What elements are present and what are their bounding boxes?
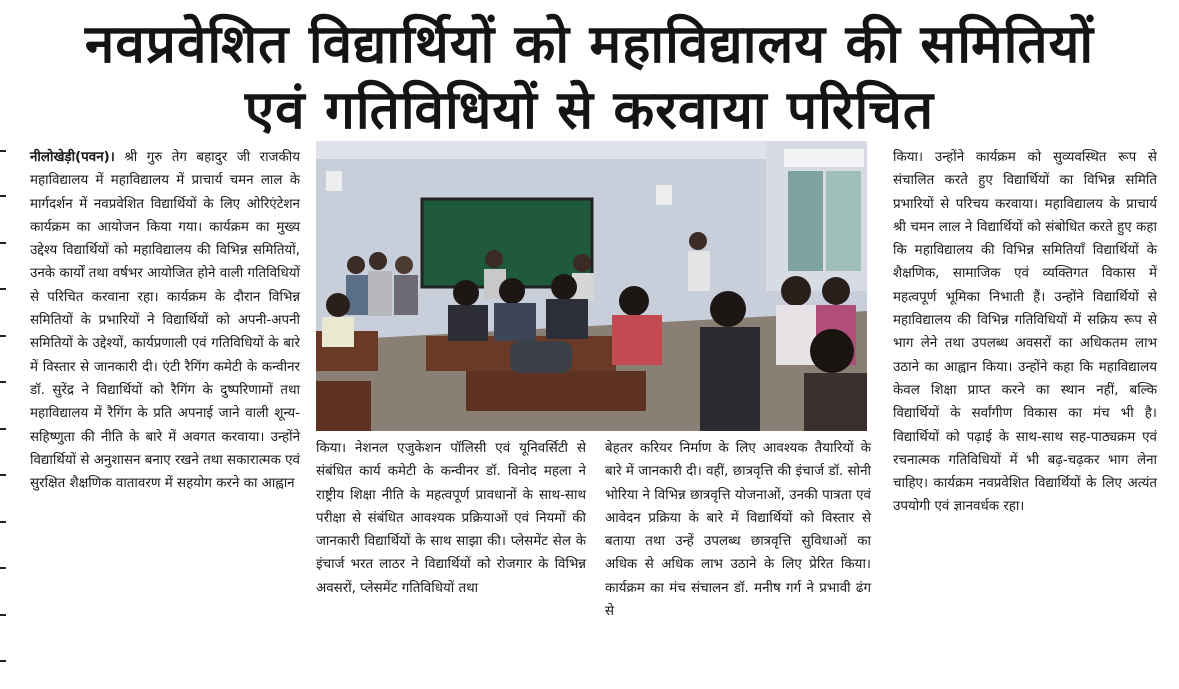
article-column-3 — [605, 437, 871, 623]
article-column-1 — [30, 146, 300, 495]
column-4-text: किया। उन्होंने कार्यक्रम को सुव्यवस्थित रूप से संचालित करते हुए विद्यार्थियों का विभिन्न समिति प्रभारियों से परिचय करवाया। महाविद्यालय के प्राचार्य श्री चमन लाल ने विद्यार्थियों को संबोधित करते हुए कहा कि महाविद्यालय की विभिन्न समितियाँ विद्यार्थियों के शैक्षणिक, सामाजिक एवं व्यक्तिगत विकास में महत्वपूर्ण भूमिका निभाती हैं। उन्होंने विद्यार्थियों से महाविद्यालय की विभिन्न गतिविधियों में सक्रिय रूप से भाग लेने तथा उपलब्ध अवसरों का अधिकतम लाभ उठाने का आह्वान किया। उन्होंने कहा कि महाविद्यालय केवल शिक्षा प्राप्त करने का स्थान नहीं, बल्कि विद्यार्थियों के सर्वांगीण विकास का मंच भी है। विद्यार्थियों को पढ़ाई के साथ-साथ सह-पाठ्यक्रम एवं रचनात्मक गतिविधियों में भी बढ़-चढ़कर भाग लेना चाहिए। कार्यक्रम नवप्रवेशित विद्यार्थियों के लिए अत्यंत उपयोगी एवं ज्ञानवर्धक रहा। — [893, 150, 1157, 515]
headline-line-2: एवं गतिविधियों से करवाया परिचित — [244, 80, 935, 141]
headline-line-1: नवप्रवेशित विद्यार्थियों को महाविद्यालय की समितियों — [84, 14, 1095, 75]
classroom-photo-illustration — [316, 141, 867, 431]
column-2-text: किया। नेशनल एजुकेशन पॉलिसी एवं यूनिवर्सिटी से संबंधित कार्य कमेटी के कन्वीनर डॉ. विनोद महला ने राष्ट्रीय शिक्षा नीति के महत्वपूर्ण प्रावधानों के साथ-साथ परीक्षा से संबंधित आवश्यक प्रक्रियाओं एवं नियमों की जानकारी विद्यार्थियों के साथ साझा की। प्लेसमेंट सेल के इंचार्ज भरत लाठर ने विद्यार्थियों को रोजगार के विभिन्न अवसरों, प्लेसमेंट गतिविधियों तथा — [316, 441, 586, 596]
dateline: नीलोखेड़ी(पवन)। — [30, 150, 115, 165]
news-photo — [316, 141, 867, 431]
page-edge-marks — [0, 140, 10, 685]
article-column-4 — [893, 146, 1157, 519]
column-3-text: बेहतर करियर निर्माण के लिए आवश्यक तैयारियों के बारे में जानकारी दी। वहीं, छात्रवृत्ति की इंचार्ज डॉ. सोनी भोरिया ने विभिन्न छात्रवृत्ति योजनाओं, उनकी पात्रता एवं आवेदन प्रक्रिया के बारे में विद्यार्थियों को विस्तार से बताया तथा उन्हें उपलब्ध छात्रवृत्ति सुविधाओं का अधिक से अधिक लाभ उठाने के लिए प्रेरित किया। कार्यक्रम का मंच संचालन डॉ. मनीष गर्ग ने प्रभावी ढंग से — [605, 441, 871, 620]
article-column-2 — [316, 437, 586, 600]
column-1-text: श्री गुरु तेग बहादुर जी राजकीय महाविद्यालय में महाविद्यालय में प्राचार्य चमन लाल के मार्गदर्शन में नवप्रवेशित विद्यार्थियों के लिए ओरिएंटेशन कार्यक्रम का आयोजन किया गया। कार्यक्रम का मुख्य उद्देश्य विद्यार्थियों को महाविद्यालय की विभिन्न समितियों, उनके कार्यों तथा वर्षभर आयोजित होने वाली गतिविधियों से परिचित करवाना रहा। कार्यक्रम के दौरान विभिन्न समितियों के प्रभारियों ने विद्यार्थियों को अपनी-अपनी समितियों के उद्देश्यों, कार्यप्रणाली एवं गतिविधियों के बारे में विस्तार से जानकारी दी। एंटी रैगिंग कमेटी के कन्वीनर डॉ. सुरेंद्र ने विद्यार्थियों को रैगिंग के दुष्परिणामों तथा महाविद्यालय में रैगिंग के प्रति अपनाई जाने वाली शून्य-सहिष्णुता की नीति के बारे में अवगत करवाया। उन्होंने विद्यार्थियों से अनुशासन बनाए रखने तथा सकारात्मक एवं सुरक्षित शैक्षणिक वातावरण में सहयोग करने का आह्वान — [30, 150, 300, 492]
